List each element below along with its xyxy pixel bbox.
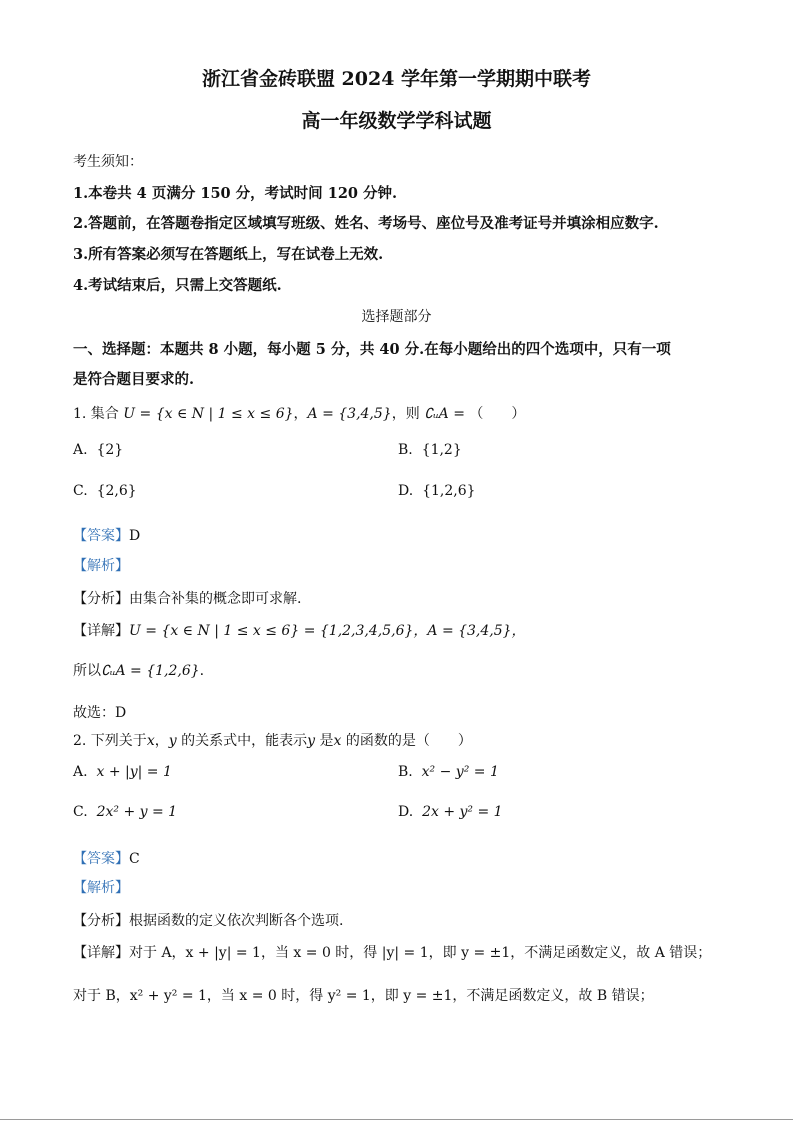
section-instruction-1: 一、选择题：本题共 8 小题，每小题 5 分，共 40 分.在每小题给出的四个选项中，只有一项 (73, 341, 671, 358)
option-letter: C. (73, 804, 88, 820)
option-value: {2} (96, 442, 124, 458)
option-value: 2x² + y = 1 (96, 804, 178, 820)
q1-stem (73, 403, 525, 423)
q1-option-c (73, 483, 137, 499)
q2-var-y: y (307, 733, 316, 749)
q1-analysis-tag: 【解析】 (73, 558, 129, 574)
notice-heading: 考生须知： (73, 154, 143, 170)
q2-option-a (73, 764, 172, 780)
answer-value: D (129, 528, 141, 544)
option-letter: A. (73, 442, 88, 458)
q2-analysis-tag: 【解析】 (73, 880, 129, 896)
option-letter: B. (398, 764, 413, 780)
option-value: {1,2,6} (422, 483, 476, 499)
q1-conclusion (73, 660, 204, 680)
notice-item-2: 2.答题前，在答题卷指定区域填写班级、姓名、考场号、座位号及准考证号并填涂相应数字. (73, 215, 659, 232)
detail-math: U = {x ∈ N | 1 ≤ x ≤ 6} = {1,2,3,4,5,6}，A = {3,4,5}， (129, 623, 526, 639)
q2-stem (73, 730, 472, 750)
q1-answer (73, 525, 140, 545)
option-letter: A. (73, 764, 88, 780)
q2-fenxi (73, 910, 343, 930)
notice-item-3: 3.所有答案必须写在答题纸上，写在试卷上无效. (73, 246, 384, 263)
q2-option-b (398, 764, 499, 780)
option-value: 2x + y² = 1 (422, 804, 503, 820)
q1-choose: 故选：D (73, 705, 127, 721)
option-value: {2,6} (96, 483, 137, 499)
q2-stem-part: 的关系式中，能表示 (176, 733, 308, 749)
notice-item-1: 1.本卷共 4 页满分 150 分，考试时间 120 分钟. (73, 185, 398, 202)
fenxi-tag: 【分析】 (73, 913, 129, 929)
q2-detail-b: 对于 B，x² + y² = 1，当 x = 0 时，得 y² = 1，即 y = ±1，不满足函数定义，故 B 错误； (73, 988, 654, 1004)
q1-set-a: A = {3,4,5} (307, 406, 392, 422)
so-suffix: . (199, 663, 205, 679)
page-bottom-rule (0, 1119, 793, 1120)
q2-stem-part: 的函数的是（ ） (341, 733, 472, 749)
q1-fenxi (73, 588, 301, 608)
q1-option-d (398, 483, 476, 499)
q1-prefix: 1. 集合 (73, 406, 119, 422)
detail-tag: 【详解】 (73, 945, 129, 961)
q2-detail-a (73, 942, 711, 962)
option-letter: C. (73, 483, 88, 499)
q1-then: ，则 (391, 406, 420, 422)
section-instruction-2: 是符合题目要求的. (73, 371, 195, 388)
so-math: ∁ᵤA = {1,2,6} (101, 663, 200, 679)
answer-value: C (129, 851, 140, 867)
q1-blank: （ ） (469, 406, 526, 422)
option-value: {1,2} (421, 442, 462, 458)
q1-complement: ∁ᵤA = (424, 406, 465, 422)
fenxi-text: 根据函数的定义依次判断各个选项. (129, 913, 344, 929)
detail-text: 对于 A，x + |y| = 1，当 x = 0 时，得 |y| = 1，即 y = ±1，不满足函数定义，故 A 错误； (129, 945, 712, 961)
option-letter: D. (398, 804, 414, 820)
q2-var-x: x (146, 733, 155, 749)
fenxi-text: 由集合补集的概念即可求解. (129, 591, 302, 607)
option-letter: B. (398, 442, 413, 458)
q2-answer (73, 848, 140, 868)
q2-stem-part: 2. 下列关于 (73, 733, 147, 749)
exam-subtitle: 高一年级数学学科试题 (301, 110, 492, 132)
q1-option-b (398, 442, 462, 458)
fenxi-tag: 【分析】 (73, 591, 129, 607)
q1-sep: ， (293, 406, 308, 422)
q2-option-d (398, 804, 503, 820)
q2-var-y: y (168, 733, 177, 749)
option-value: x + |y| = 1 (96, 764, 172, 780)
q1-option-a (73, 442, 123, 458)
q2-stem-part: 是 (315, 733, 334, 749)
so-prefix: 所以 (73, 663, 101, 679)
q2-var-x: x (333, 733, 342, 749)
q2-option-c (73, 804, 177, 820)
q1-detail (73, 620, 526, 640)
option-letter: D. (398, 483, 414, 499)
detail-tag: 【详解】 (73, 623, 129, 639)
exam-title: 浙江省金砖联盟 2024 学年第一学期期中联考 (201, 68, 592, 90)
q1-set-u: U = {x ∈ N | 1 ≤ x ≤ 6} (123, 406, 294, 422)
notice-item-4: 4.考试结束后，只需上交答题纸. (73, 277, 282, 294)
option-value: x² − y² = 1 (421, 764, 499, 780)
answer-tag: 【答案】 (73, 851, 129, 867)
q2-comma: ， (154, 733, 169, 749)
answer-tag: 【答案】 (73, 528, 129, 544)
section-title: 选择题部分 (361, 309, 432, 325)
